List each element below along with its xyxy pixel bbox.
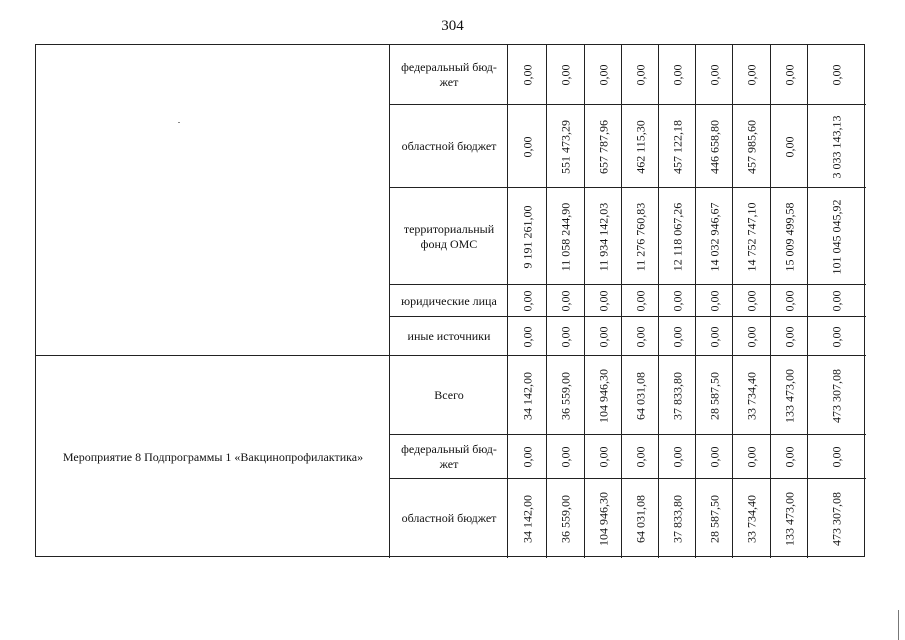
funding-table — [35, 44, 865, 557]
funding-source-label: иные источники — [407, 329, 491, 343]
funding-source-label: областной бюджет — [401, 511, 497, 525]
year-value-cell: 33 734,40 — [744, 371, 759, 420]
year-value-cell: 64 031,08 — [633, 371, 647, 420]
year-value-cell: 0,00 — [633, 290, 647, 312]
year-value-cell: 104 946,30 — [596, 368, 610, 423]
year-value-cell: 0,00 — [782, 290, 796, 312]
year-value-cell: 11 934 142,03 — [596, 202, 610, 271]
year-value-cell: 0,00 — [744, 290, 759, 312]
year-value-cell: 36 559,00 — [558, 494, 573, 543]
year-value-cell: 0,00 — [633, 446, 647, 468]
year-value-cell: 104 946,30 — [596, 491, 610, 546]
page-number: 304 — [441, 18, 464, 34]
year-value-cell: 457 985,60 — [744, 119, 759, 174]
column-divider — [695, 45, 696, 558]
year-value-cell: 34 142,00 — [520, 371, 534, 420]
year-value-cell: 0,00 — [596, 446, 610, 468]
year-value-cell: 0,00 — [707, 446, 721, 468]
year-value-cell: 0,00 — [782, 446, 796, 468]
year-value-cell: 0,00 — [670, 290, 684, 312]
year-value-cell: 446 658,80 — [707, 119, 721, 174]
total-value-cell: 0,00 — [829, 290, 844, 312]
year-value-cell: 657 787,96 — [596, 119, 610, 174]
year-value-cell: 0,00 — [558, 290, 573, 312]
year-value-cell: 0,00 — [707, 64, 721, 86]
year-value-cell: 0,00 — [670, 326, 684, 347]
column-divider — [770, 45, 771, 558]
scan-speck — [178, 122, 180, 123]
total-value-cell: 0,00 — [829, 446, 844, 468]
scan-edge-mark — [898, 610, 899, 640]
year-value-cell: 14 752 747,10 — [744, 202, 759, 271]
year-value-cell: 0,00 — [744, 64, 759, 86]
year-value-cell: 0,00 — [782, 136, 796, 157]
year-value-cell: 28 587,50 — [707, 494, 721, 543]
total-value-cell: 473 307,08 — [829, 368, 844, 423]
total-value-cell: 0,00 — [829, 326, 844, 347]
year-value-cell: 15 009 499,58 — [782, 202, 796, 271]
year-value-cell: 0,00 — [596, 64, 610, 86]
year-value-cell: 0,00 — [558, 326, 573, 347]
funding-source-label: областной бюджет — [401, 139, 497, 153]
year-value-cell: 0,00 — [633, 64, 647, 86]
total-value-cell: 0,00 — [829, 64, 844, 86]
year-value-cell: 0,00 — [707, 326, 721, 347]
year-value-cell: 33 734,40 — [744, 494, 759, 543]
column-divider — [621, 45, 622, 558]
year-value-cell: 34 142,00 — [520, 494, 534, 543]
column-divider — [584, 45, 585, 558]
year-value-cell: 133 473,00 — [782, 368, 796, 423]
year-value-cell: 11 276 760,83 — [633, 202, 647, 271]
year-value-cell: 36 559,00 — [558, 371, 573, 420]
year-value-cell: 457 122,18 — [670, 119, 684, 174]
year-value-cell: 0,00 — [782, 64, 796, 86]
year-value-cell: 551 473,29 — [558, 119, 573, 174]
year-value-cell: 0,00 — [596, 326, 610, 347]
year-value-cell: 0,00 — [558, 64, 573, 86]
funding-source-label: федеральный бюд-жет — [401, 442, 497, 471]
year-value-cell: 0,00 — [782, 326, 796, 347]
year-value-cell: 64 031,08 — [633, 494, 647, 543]
year-value-cell: 0,00 — [744, 446, 759, 468]
total-value-cell: 101 045 045,92 — [829, 199, 844, 274]
year-value-cell: 0,00 — [520, 326, 534, 347]
funding-source-label: территориальный фонд ОМС — [403, 221, 495, 251]
column-divider — [807, 45, 808, 558]
year-value-cell: 0,00 — [520, 446, 534, 468]
year-value-cell: 462 115,30 — [633, 119, 647, 174]
year-value-cell: 14 032 946,67 — [707, 202, 721, 271]
year-value-cell: 37 833,80 — [670, 371, 684, 420]
total-value-cell: 473 307,08 — [829, 491, 844, 546]
year-value-cell: 0,00 — [596, 290, 610, 312]
year-value-cell: 28 587,50 — [707, 371, 721, 420]
year-value-cell: 133 473,00 — [782, 491, 796, 546]
year-value-cell: 9 191 261,00 — [520, 205, 534, 268]
column-divider — [658, 45, 659, 558]
year-value-cell: 0,00 — [520, 64, 534, 86]
year-value-cell: 11 058 244,90 — [558, 202, 573, 271]
year-value-cell: 0,00 — [520, 290, 534, 312]
column-divider — [546, 45, 547, 558]
year-value-cell: 0,00 — [633, 326, 647, 347]
funding-source-label: юридические лица — [401, 293, 497, 308]
year-value-cell: 0,00 — [520, 136, 534, 157]
total-value-cell: 3 033 143,13 — [829, 115, 844, 178]
event-name-cell: Мероприятие 8 Подпрограммы 1 «Вакцинопрофилактика» — [62, 449, 364, 464]
year-value-cell: 0,00 — [558, 446, 573, 468]
year-value-cell: 12 118 067,26 — [670, 202, 684, 271]
year-value-cell: 0,00 — [670, 64, 684, 86]
funding-source-label: Всего — [434, 388, 464, 402]
year-value-cell: 37 833,80 — [670, 494, 684, 543]
funding-source-label: федеральный бюд-жет — [401, 60, 497, 89]
year-value-cell: 0,00 — [707, 290, 721, 312]
year-value-cell: 0,00 — [744, 326, 759, 347]
year-value-cell: 0,00 — [670, 446, 684, 468]
column-divider — [732, 45, 733, 558]
event-name-cell — [36, 45, 390, 356]
